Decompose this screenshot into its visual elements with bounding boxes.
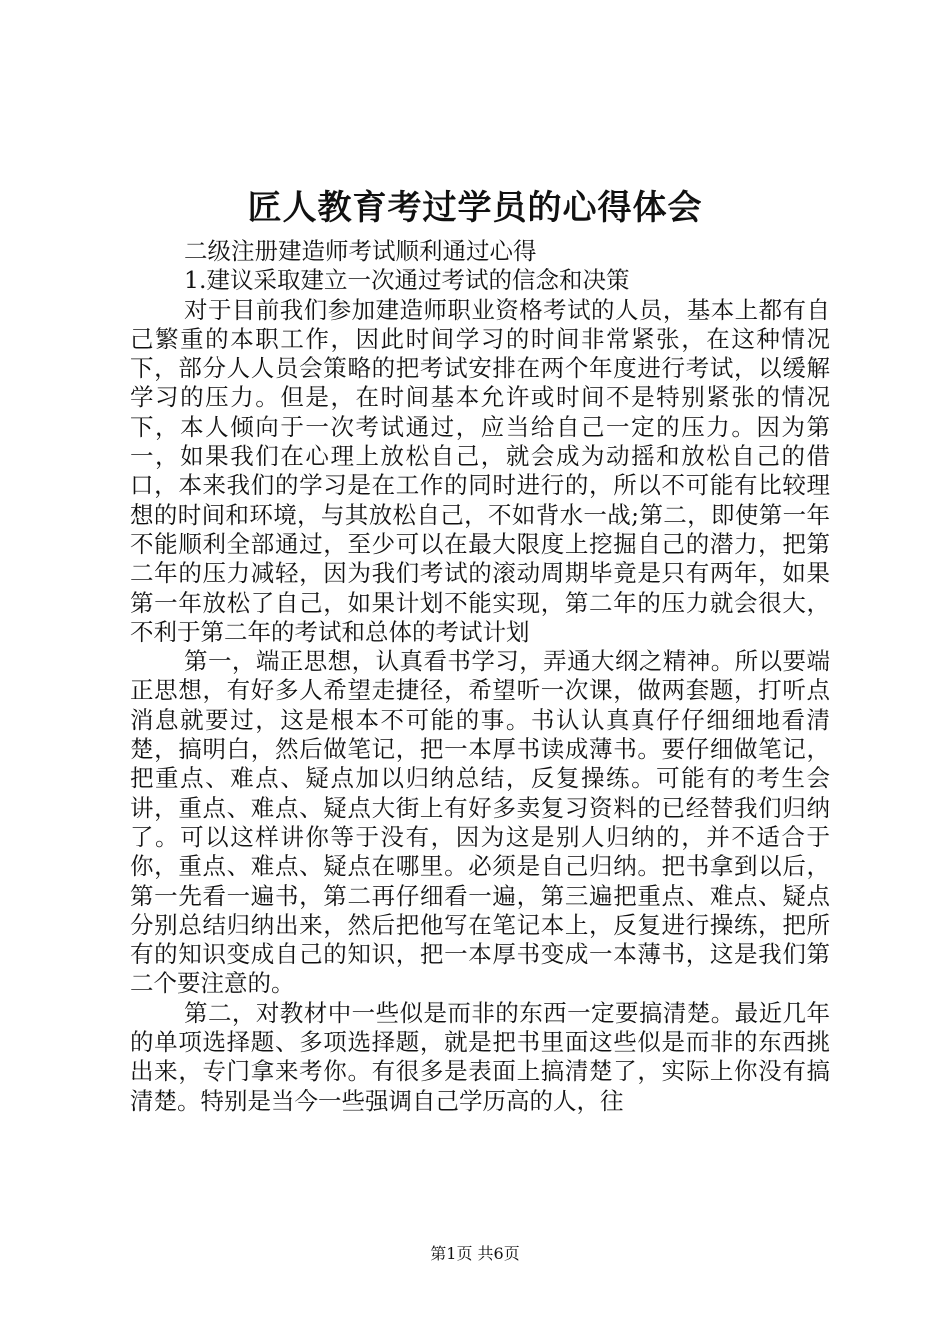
page-footer: 第1页 共6页: [430, 1244, 520, 1263]
paragraph-second-point: 第二，对教材中一些似是而非的东西一定要搞清楚。最近几年的单项选择题、多项选择题，就是把书里面这些似是而非的东西挑出来，专门拿来考你。有很多是表面上搞清楚了，实际上你没有搞清楚。特别是当今一些强调自己学历高的人，往: [130, 998, 830, 1115]
paragraph-first-point: 第一，端正思想，认真看书学习，弄通大纲之精神。所以要端正思想，有好多人希望走捷径，希望听一次课，做两套题，打听点消息就要过，这是根本不可能的事。书认认真真仔仔细细地看清楚，搞明白，然后做笔记，把一本厚书读成薄书。要仔细做笔记，把重点、难点、疑点加以归纳总结，反复操练。可能有的考生会讲，重点、难点、疑点大街上有好多卖复习资料的已经替我们归纳了。可以这样讲你等于没有，因为这是别人归纳的，并不适合于你，重点、难点、疑点在哪里。必须是自己归纳。把书拿到以后，第一先看一遍书，第二再仔细看一遍，第三遍把重点、难点、疑点分别总结归纳出来，然后把他写在笔记本上，反复进行操练，把所有的知识变成自己的知识，把一本厚书变成一本薄书，这是我们第二个要注意的。: [130, 647, 830, 998]
paragraph-subtitle: 二级注册建造师考试顺利通过心得: [184, 237, 537, 265]
paragraph-suggestion-heading: 1.建议采取建立一次通过考试的信念和决策: [184, 266, 630, 295]
paragraph-one-pass-strategy: 对于目前我们参加建造师职业资格考试的人员，基本上都有自己繁重的本职工作，因此时间学习的时间非常紧张，在这种情况下，部分人人员会策略的把考试安排在两个年度进行考试，以缓解学习的压力。但是，在时间基本允许或时间不是特别紧张的情况下，本人倾向于一次考试通过，应当给自己一定的压力。因为第一，如果我们在心理上放松自己，就会成为动摇和放松自己的借口，本来我们的学习是在工作的同时进行的，所以不可能有比较理想的时间和环境，与其放松自己，不如背水一战;第二，即使第一年不能顺利全部通过，至少可以在最大限度上挖掘自己的潜力，把第二年的压力减轻，因为我们考试的滚动周期毕竟是只有两年，如果第一年放松了自己，如果计划不能实现，第二年的压力就会很大，不利于第二年的考试和总体的考试计划: [130, 295, 830, 646]
document-title: 匠人教育考过学员的心得体会: [247, 188, 703, 228]
document-body: [130, 237, 830, 1116]
